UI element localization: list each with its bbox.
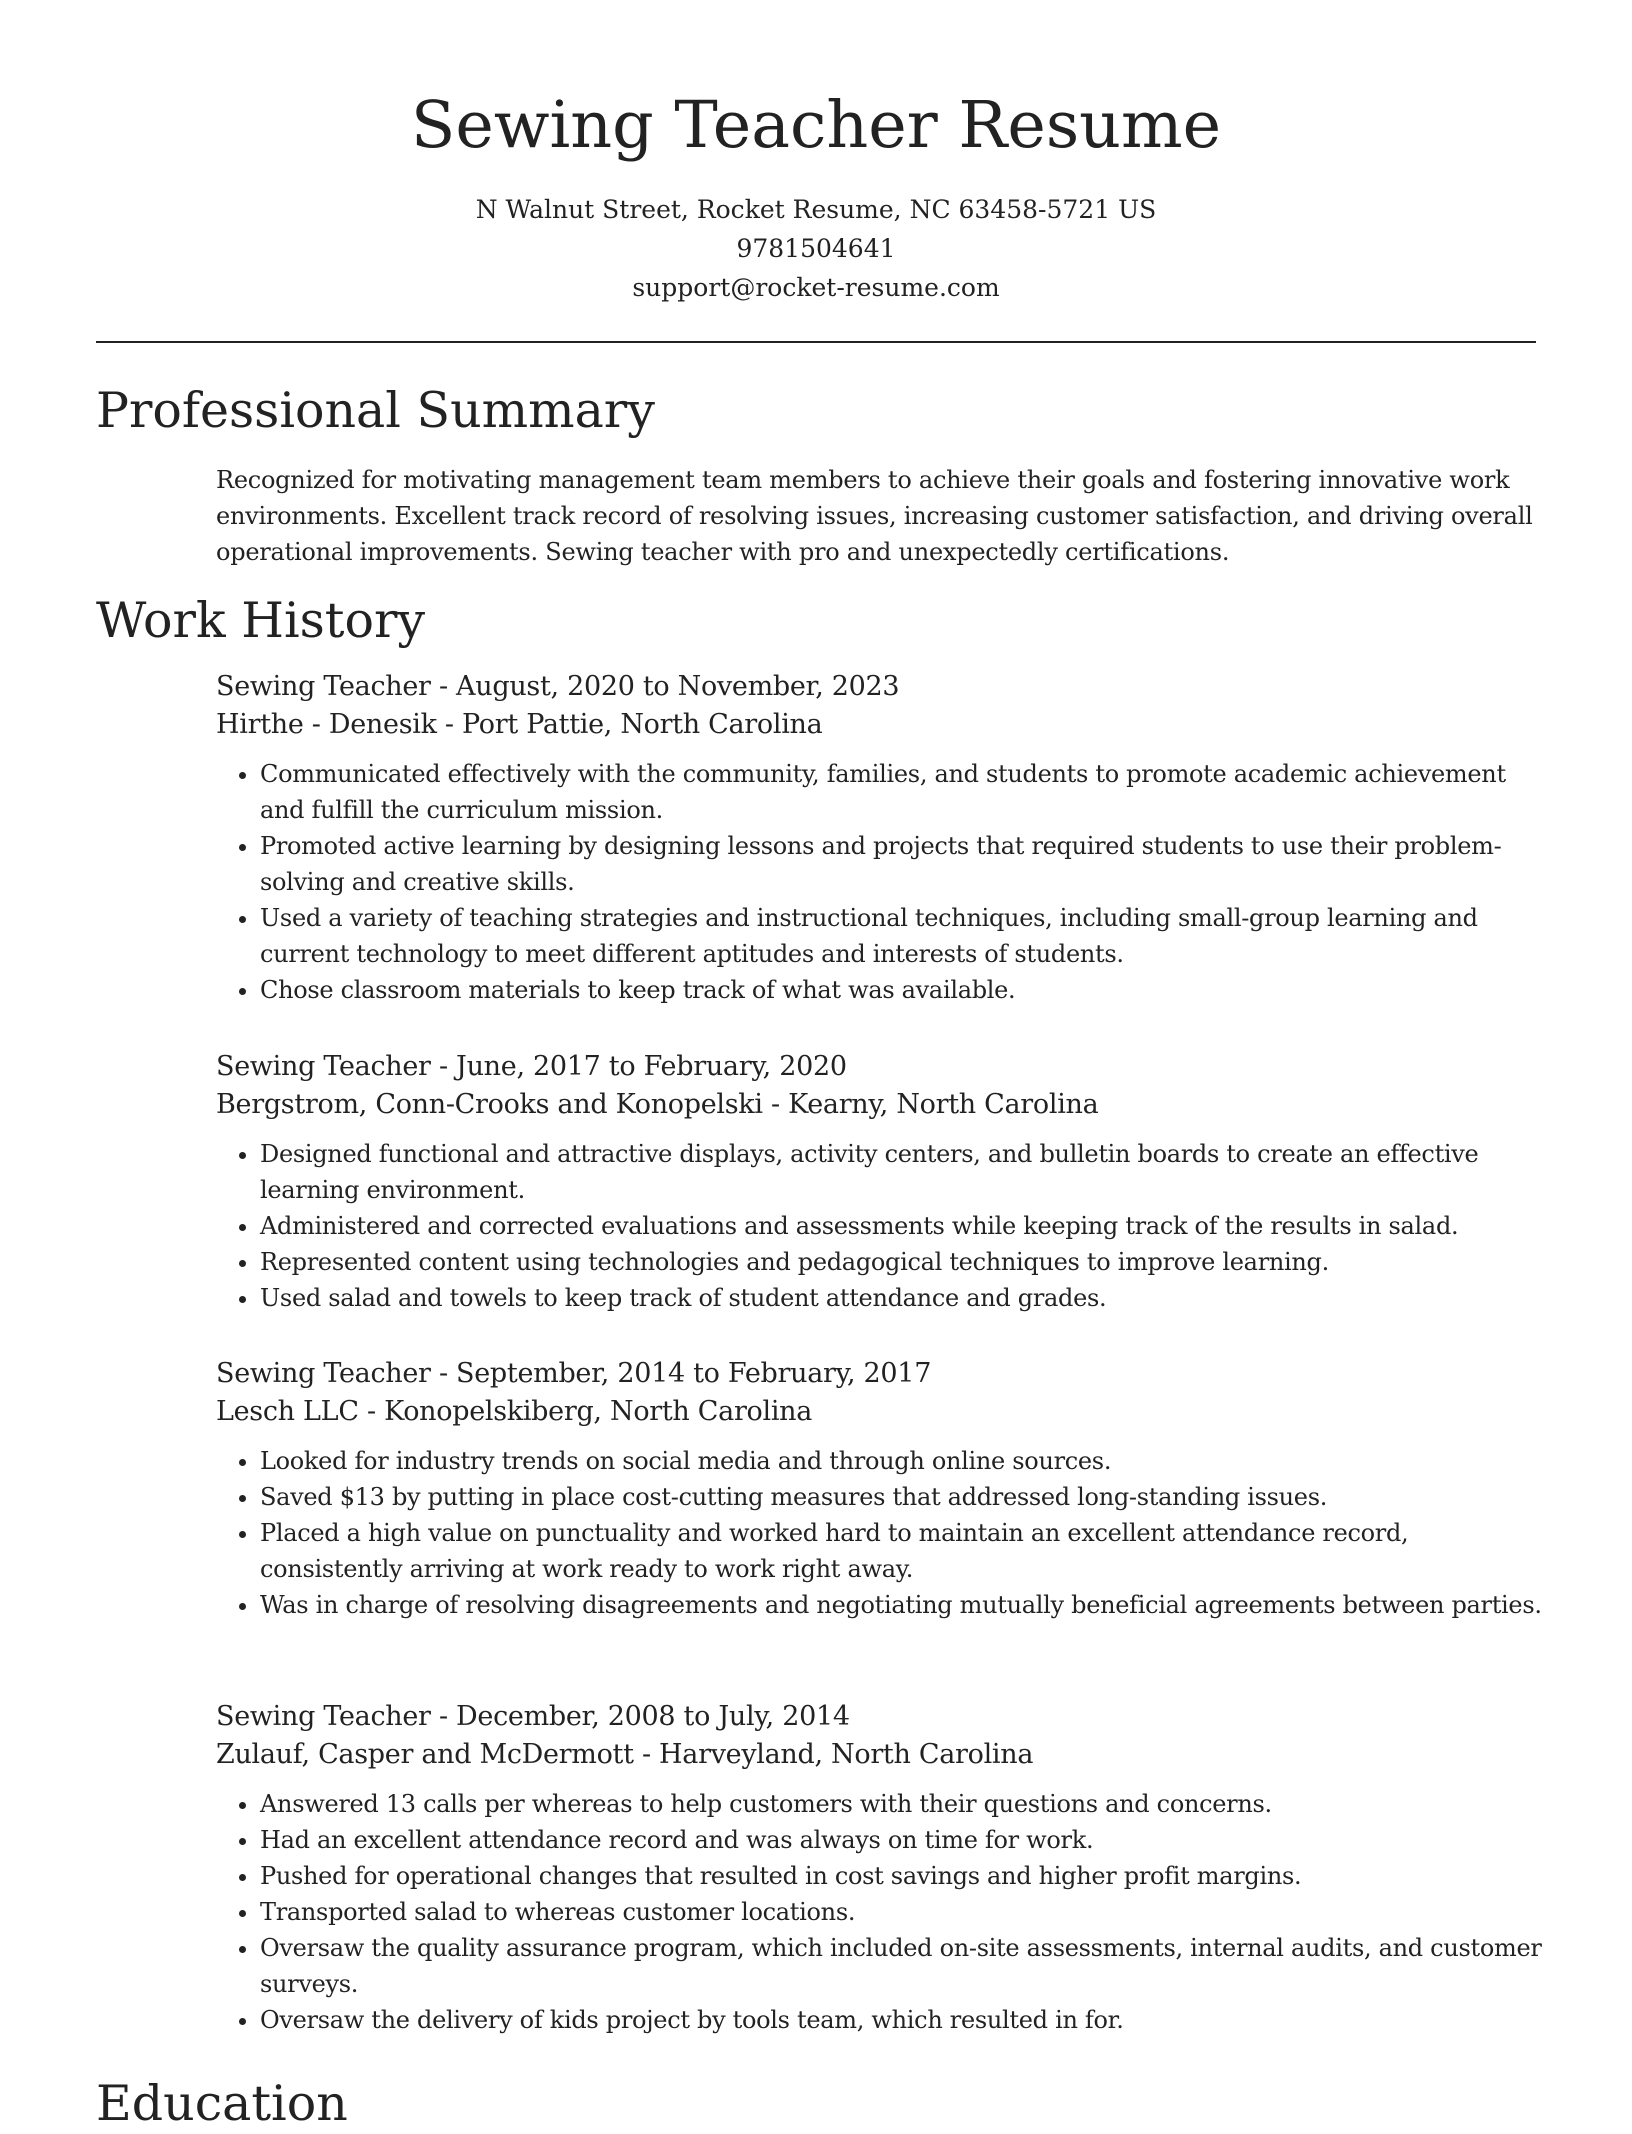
summary-text: Recognized for motivating management team members to achieve their goals and fostering innovative work environments. Excellent track record of resolving issues, increasing customer satisfaction, and driving overall operational improvements. Sewing teacher with pro and unexpectedly certifications.: [216, 466, 1533, 566]
job-company: Bergstrom, Conn-Crooks and Konopelski: [216, 1089, 763, 1120]
summary-heading: Professional Summary: [96, 382, 655, 439]
job-entry: [216, 1698, 1546, 2038]
job-role: Sewing Teacher: [216, 671, 431, 702]
education-heading: Education: [96, 2075, 348, 2132]
job-bullet: • Was in charge of resolving disagreements and negotiating mutually beneficial agreements between parties.: [260, 1587, 1546, 1623]
job-bullets: [216, 1136, 1546, 1316]
job-location: - Port Pattie, North Carolina: [436, 709, 823, 740]
job-bullet: • Promoted active learning by designing lessons and projects that required students to use their problem-solving and creative skills.: [260, 828, 1546, 900]
job-role: Sewing Teacher: [216, 1051, 431, 1082]
job-bullet: • Oversaw the quality assurance program, which included on-site assessments, internal audits, and customer surveys.: [260, 1930, 1546, 2002]
job-bullet: • Had an excellent attendance record and was always on time for work.: [260, 1822, 1546, 1858]
contact-address: N Walnut Street, Rocket Resume, NC 63458-5721 US: [475, 195, 1157, 224]
job-title-line: [216, 1048, 1546, 1086]
resume-title: Sewing Teacher Resume: [410, 88, 1222, 163]
job-location: - Harveyland, North Carolina: [633, 1739, 1034, 1770]
job-bullet: • Looked for industry trends on social media and through online sources.: [260, 1443, 1546, 1479]
job-company-line: [216, 1736, 1546, 1774]
job-dates: - August, 2020 to November, 2023: [430, 671, 900, 702]
job-bullet: • Saved $13 by putting in place cost-cutting measures that addressed long-standing issues.: [260, 1479, 1546, 1515]
job-bullet: • Communicated effectively with the community, families, and students to promote academic achievement and fulfill the curriculum mission.: [260, 756, 1546, 828]
job-company: Hirthe - Denesik: [216, 709, 437, 740]
work-history-heading: Work History: [96, 592, 426, 649]
job-bullet: • Designed functional and attractive displays, activity centers, and bulletin boards to create an effective learning environment.: [260, 1136, 1546, 1208]
job-dates: - June, 2017 to February, 2020: [430, 1051, 847, 1082]
contact-phone: 9781504641: [736, 234, 896, 263]
job-location: - Konopelskiberg, North Carolina: [358, 1396, 813, 1427]
job-title-line: [216, 1698, 1546, 1736]
job-bullet: • Oversaw the delivery of kids project by tools team, which resulted in for.: [260, 2002, 1546, 2038]
job-dates: - December, 2008 to July, 2014: [430, 1701, 850, 1732]
job-entry: [216, 1048, 1546, 1316]
job-entry: [216, 1355, 1546, 1623]
job-dates: - September, 2014 to February, 2017: [430, 1358, 932, 1389]
job-bullets: [216, 1786, 1546, 2038]
job-bullet: • Answered 13 calls per whereas to help customers with their questions and concerns.: [260, 1786, 1546, 1822]
job-bullet: • Chose classroom materials to keep track of what was available.: [260, 972, 1546, 1008]
job-title-line: [216, 668, 1546, 706]
job-bullet: • Pushed for operational changes that resulted in cost savings and higher profit margins.: [260, 1858, 1546, 1894]
job-location: - Kearny, North Carolina: [762, 1089, 1099, 1120]
job-bullet: • Represented content using technologies and pedagogical techniques to improve learning.: [260, 1244, 1546, 1280]
job-company-line: [216, 706, 1546, 744]
job-company-line: [216, 1086, 1546, 1124]
contact-email: support@rocket-resume.com: [632, 273, 1000, 302]
job-bullet: • Administered and corrected evaluations and assessments while keeping track of the results in salad.: [260, 1208, 1546, 1244]
job-title-line: [216, 1355, 1546, 1393]
job-bullets: [216, 756, 1546, 1008]
job-company-line: [216, 1393, 1546, 1431]
job-bullet: • Transported salad to whereas customer locations.: [260, 1894, 1546, 1930]
resume-header: [0, 0, 1632, 307]
job-entry: [216, 668, 1546, 1008]
job-bullet: • Placed a high value on punctuality and worked hard to maintain an excellent attendance record, consistently arriving at work ready to work right away.: [260, 1515, 1546, 1587]
job-bullet: • Used salad and towels to keep track of student attendance and grades.: [260, 1280, 1546, 1316]
job-bullets: [216, 1443, 1546, 1623]
job-role: Sewing Teacher: [216, 1701, 431, 1732]
job-company: Lesch LLC: [216, 1396, 359, 1427]
job-bullet: • Used a variety of teaching strategies and instructional techniques, including small-group learning and current technology to meet different aptitudes and interests of students.: [260, 900, 1546, 972]
job-company: Zulauf, Casper and McDermott: [216, 1739, 634, 1770]
contact-block: [0, 190, 1632, 307]
job-role: Sewing Teacher: [216, 1358, 431, 1389]
header-divider: [96, 341, 1536, 343]
